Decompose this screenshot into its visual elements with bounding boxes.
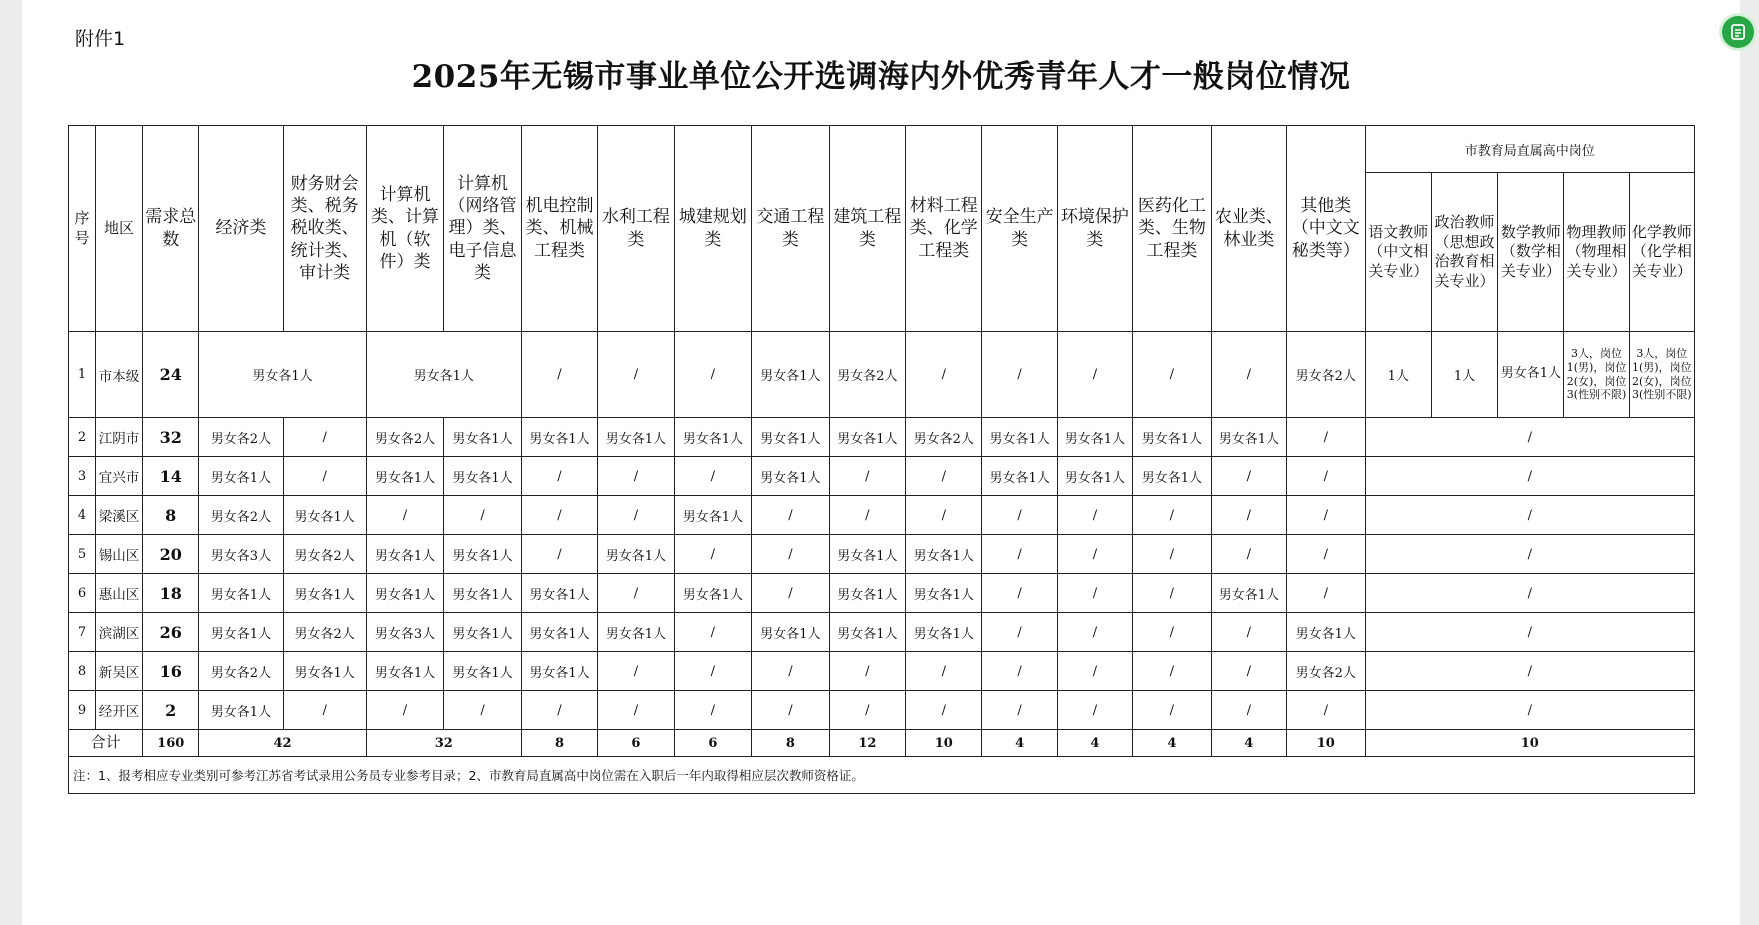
table-cell: 男女各1人 — [283, 574, 366, 613]
table-cell: / — [444, 496, 522, 535]
cell-edu: / — [1365, 652, 1694, 691]
table-cell: 男女各1人 — [674, 418, 752, 457]
table-cell: / — [829, 652, 905, 691]
totals-agriculture: 4 — [1211, 730, 1286, 757]
table-cell: 男女各1人 — [752, 418, 830, 457]
table-cell: / — [1133, 652, 1212, 691]
table-cell: / — [674, 613, 752, 652]
table-cell: / — [1133, 496, 1212, 535]
header-politics: 政治教师（思想政治教育相关专业） — [1431, 173, 1497, 332]
table-cell: / — [674, 652, 752, 691]
table-cell: / — [906, 457, 982, 496]
header-water: 水利工程类 — [598, 126, 674, 332]
table-cell: / — [521, 691, 597, 730]
table-cell: / — [1057, 496, 1132, 535]
table-cell: 男女各2人 — [283, 535, 366, 574]
row-region: 市本级 — [95, 332, 142, 418]
table-row — [69, 652, 1695, 691]
table-cell: 男女各1人 — [199, 613, 283, 652]
header-traffic: 交通工程类 — [752, 126, 830, 332]
table-cell: 男女各1人 — [1133, 457, 1212, 496]
totals-building: 12 — [829, 730, 905, 757]
table-cell: 男女各1人 — [444, 418, 522, 457]
cell-other: 男女各2人 — [1286, 332, 1365, 418]
table-cell: / — [829, 496, 905, 535]
table-cell: 男女各1人 — [521, 574, 597, 613]
table-cell: 男女各1人 — [1211, 418, 1286, 457]
table-cell: / — [521, 535, 597, 574]
table-cell: / — [674, 691, 752, 730]
table-cell: / — [1286, 496, 1365, 535]
row-index: 1 — [69, 332, 96, 418]
header-computer-net: 计算机（网络管理）类、电子信息类 — [444, 126, 522, 332]
table-cell: / — [1286, 574, 1365, 613]
header-index: 序号 — [69, 126, 96, 332]
header-other: 其他类（中文文秘类等） — [1286, 126, 1365, 332]
cell-edu: / — [1365, 574, 1694, 613]
table-cell: / — [283, 691, 366, 730]
table-cell: / — [906, 691, 982, 730]
table-cell: 男女各1人 — [1057, 418, 1132, 457]
cell-traffic: 男女各1人 — [752, 332, 830, 418]
totals-urban: 6 — [674, 730, 752, 757]
table-cell: / — [982, 496, 1057, 535]
row-total: 26 — [143, 613, 199, 652]
table-cell: / — [283, 418, 366, 457]
attachment-label: 附件1 — [75, 28, 126, 50]
table-cell: / — [1133, 574, 1212, 613]
table-row — [69, 535, 1695, 574]
table-cell: 男女各1人 — [444, 457, 522, 496]
table-cell: / — [598, 496, 674, 535]
table-cell: / — [906, 496, 982, 535]
header-finance: 财务财会类、税务税收类、统计类、审计类 — [283, 126, 366, 332]
cell-econ-finance: 男女各1人 — [199, 332, 366, 418]
header-building: 建筑工程类 — [829, 126, 905, 332]
table-cell: / — [674, 535, 752, 574]
header-edu-group: 市教育局直属高中岗位 — [1365, 126, 1694, 173]
table-cell: 男女各1人 — [1211, 574, 1286, 613]
table-cell: 男女各1人 — [906, 574, 982, 613]
positions-table — [68, 125, 1695, 794]
row-total: 16 — [143, 652, 199, 691]
cell-material: / — [906, 332, 982, 418]
table-cell: / — [283, 457, 366, 496]
cell-physics: 3人，岗位1(男)，岗位2(女)，岗位3(性别不限) — [1564, 332, 1629, 418]
row-region: 惠山区 — [95, 574, 142, 613]
table-cell: / — [1286, 457, 1365, 496]
row-total: 24 — [143, 332, 199, 418]
cell-math: 男女各1人 — [1498, 332, 1564, 418]
header-agriculture: 农业类、林业类 — [1211, 126, 1286, 332]
table-cell: 男女各1人 — [1133, 418, 1212, 457]
table-cell: 男女各1人 — [906, 535, 982, 574]
row-index: 6 — [69, 574, 96, 613]
totals-other: 10 — [1286, 730, 1365, 757]
table-row — [69, 691, 1695, 730]
table-cell: 男女各1人 — [444, 652, 522, 691]
table-cell: / — [752, 574, 830, 613]
page-title: 2025年无锡市事业单位公开选调海内外优秀青年人才一般岗位情况 — [411, 59, 1351, 95]
row-index: 7 — [69, 613, 96, 652]
cell-edu: / — [1365, 418, 1694, 457]
table-cell: 男女各1人 — [829, 613, 905, 652]
note-row — [69, 757, 1695, 794]
cell-environment: / — [1057, 332, 1132, 418]
table-cell: 男女各1人 — [674, 496, 752, 535]
table-cell: 男女各1人 — [982, 457, 1057, 496]
table-cell: 男女各1人 — [1057, 457, 1132, 496]
table-cell: 男女各1人 — [283, 496, 366, 535]
row-index: 9 — [69, 691, 96, 730]
table-cell: / — [982, 574, 1057, 613]
header-mech: 机电控制类、机械工程类 — [521, 126, 597, 332]
table-cell: 男女各2人 — [366, 418, 444, 457]
header-environment: 环境保护类 — [1057, 126, 1132, 332]
table-cell: 男女各1人 — [366, 535, 444, 574]
cell-edu: / — [1365, 535, 1694, 574]
header-chemistry: 化学教师（化学相关专业） — [1629, 173, 1694, 332]
header-physics: 物理教师（物理相关专业） — [1564, 173, 1629, 332]
table-cell: / — [982, 691, 1057, 730]
row-total: 8 — [143, 496, 199, 535]
header-urban: 城建规划类 — [674, 126, 752, 332]
table-cell: 男女各1人 — [982, 418, 1057, 457]
table-cell: 男女各1人 — [829, 574, 905, 613]
table-cell: / — [1211, 535, 1286, 574]
table-cell: 男女各1人 — [674, 574, 752, 613]
cell-safety: / — [982, 332, 1057, 418]
table-cell: / — [1211, 496, 1286, 535]
table-cell: / — [598, 691, 674, 730]
header-material: 材料工程类、化学工程类 — [906, 126, 982, 332]
table-row — [69, 574, 1695, 613]
cell-chemistry: 3人，岗位1(男)，岗位2(女)，岗位3(性别不限) — [1629, 332, 1694, 418]
table-cell: / — [1133, 613, 1212, 652]
totals-total: 160 — [143, 730, 199, 757]
table-row — [69, 496, 1695, 535]
row-region: 新吴区 — [95, 652, 142, 691]
header-total: 需求总数 — [143, 126, 199, 332]
header-safety: 安全生产类 — [982, 126, 1057, 332]
table-cell: 男女各1人 — [444, 574, 522, 613]
table-cell: / — [521, 457, 597, 496]
table-cell: / — [982, 535, 1057, 574]
totals-row — [69, 730, 1695, 757]
table-cell: / — [674, 457, 752, 496]
table-cell: 男女各1人 — [366, 652, 444, 691]
row-total: 14 — [143, 457, 199, 496]
cell-agriculture: / — [1211, 332, 1286, 418]
table-cell: 男女各1人 — [829, 418, 905, 457]
table-cell: / — [1286, 535, 1365, 574]
table-row — [69, 332, 1695, 418]
row-index: 5 — [69, 535, 96, 574]
cell-computer: 男女各1人 — [366, 332, 521, 418]
cell-edu: / — [1365, 457, 1694, 496]
table-cell: / — [1286, 418, 1365, 457]
table-cell: / — [1057, 652, 1132, 691]
header-math: 数学教师（数学相关专业） — [1498, 173, 1564, 332]
table-cell: 男女各1人 — [906, 613, 982, 652]
table-cell: 男女各1人 — [444, 535, 522, 574]
table-cell: / — [1133, 691, 1212, 730]
cell-politics: 1人 — [1431, 332, 1497, 418]
table-cell: 男女各2人 — [1286, 652, 1365, 691]
row-total: 18 — [143, 574, 199, 613]
row-index: 8 — [69, 652, 96, 691]
totals-computer: 32 — [366, 730, 521, 757]
row-region: 宜兴市 — [95, 457, 142, 496]
table-cell: 男女各1人 — [199, 457, 283, 496]
table-cell: 男女各2人 — [906, 418, 982, 457]
table-cell: 男女各3人 — [366, 613, 444, 652]
row-region: 梁溪区 — [95, 496, 142, 535]
table-cell: / — [598, 652, 674, 691]
table-cell: 男女各1人 — [283, 652, 366, 691]
cell-edu: / — [1365, 613, 1694, 652]
cell-building: 男女各2人 — [829, 332, 905, 418]
document-glyph-icon — [1729, 23, 1747, 41]
table-cell: / — [752, 496, 830, 535]
table-cell: 男女各2人 — [283, 613, 366, 652]
table-cell: 男女各1人 — [199, 574, 283, 613]
table-cell: / — [982, 652, 1057, 691]
table-cell: / — [1211, 691, 1286, 730]
table-cell: / — [1286, 691, 1365, 730]
table-cell: 男女各1人 — [521, 418, 597, 457]
table-cell: 男女各1人 — [521, 652, 597, 691]
row-region: 滨湖区 — [95, 613, 142, 652]
row-index: 3 — [69, 457, 96, 496]
table-row — [69, 457, 1695, 496]
totals-environment: 4 — [1057, 730, 1132, 757]
table-cell: / — [521, 496, 597, 535]
table-cell: 男女各2人 — [199, 496, 283, 535]
table-cell: 男女各2人 — [199, 652, 283, 691]
cell-urban: / — [674, 332, 752, 418]
table-cell: 男女各1人 — [1286, 613, 1365, 652]
cell-edu: / — [1365, 691, 1694, 730]
table-cell: 男女各1人 — [598, 418, 674, 457]
cell-edu: / — [1365, 496, 1694, 535]
table-cell: / — [829, 457, 905, 496]
header-computer-sw: 计算机类、计算机（软件）类 — [366, 126, 444, 332]
totals-medical: 4 — [1133, 730, 1212, 757]
table-cell: 男女各1人 — [444, 613, 522, 652]
table-cell: / — [366, 496, 444, 535]
table-cell: / — [752, 535, 830, 574]
cell-mech: / — [521, 332, 597, 418]
cell-water: / — [598, 332, 674, 418]
header-econ: 经济类 — [199, 126, 283, 332]
table-row — [69, 418, 1695, 457]
table-cell: 男女各1人 — [366, 574, 444, 613]
table-cell: / — [1057, 535, 1132, 574]
row-index: 4 — [69, 496, 96, 535]
table-row — [69, 613, 1695, 652]
table-cell: 男女各1人 — [199, 691, 283, 730]
footnote: 注：1、报考相应专业类别可参考江苏省考试录用公务员专业参考目录；2、市教育局直属高中岗位需在入职后一年内取得相应层次教师资格证。 — [69, 757, 1695, 794]
table-cell: / — [752, 652, 830, 691]
row-index: 2 — [69, 418, 96, 457]
table-cell: / — [1211, 652, 1286, 691]
totals-econ-finance: 42 — [199, 730, 366, 757]
cell-medical: / — [1133, 332, 1212, 418]
totals-material: 10 — [906, 730, 982, 757]
document-page — [22, 0, 1740, 925]
table-cell: / — [1133, 535, 1212, 574]
header-medical: 医药化工类、生物工程类 — [1133, 126, 1212, 332]
table-cell: 男女各1人 — [829, 535, 905, 574]
totals-traffic: 8 — [752, 730, 830, 757]
table-cell: 男女各1人 — [598, 613, 674, 652]
table-cell: / — [444, 691, 522, 730]
table-cell: 男女各1人 — [598, 535, 674, 574]
table-cell: / — [1211, 613, 1286, 652]
table-cell: 男女各1人 — [366, 457, 444, 496]
totals-edu: 10 — [1365, 730, 1694, 757]
row-total: 2 — [143, 691, 199, 730]
table-cell: 男女各3人 — [199, 535, 283, 574]
table-cell: / — [598, 574, 674, 613]
green-app-icon[interactable] — [1722, 16, 1754, 48]
table-cell: / — [906, 652, 982, 691]
totals-safety: 4 — [982, 730, 1057, 757]
table-cell: / — [1211, 457, 1286, 496]
table-cell: / — [1057, 574, 1132, 613]
row-region: 经开区 — [95, 691, 142, 730]
table-cell: 男女各2人 — [199, 418, 283, 457]
table-cell: 男女各1人 — [521, 613, 597, 652]
row-region: 江阴市 — [95, 418, 142, 457]
table-cell: / — [829, 691, 905, 730]
table-cell: / — [1057, 613, 1132, 652]
table-cell: / — [366, 691, 444, 730]
table-cell: 男女各1人 — [752, 457, 830, 496]
cell-chinese: 1人 — [1365, 332, 1431, 418]
table-cell: / — [982, 613, 1057, 652]
header-region: 地区 — [95, 126, 142, 332]
totals-mech: 8 — [521, 730, 597, 757]
totals-water: 6 — [598, 730, 674, 757]
table-cell: / — [752, 691, 830, 730]
row-total: 20 — [143, 535, 199, 574]
table-cell: / — [598, 457, 674, 496]
totals-label: 合计 — [69, 730, 143, 757]
row-region: 锡山区 — [95, 535, 142, 574]
table-cell: 男女各1人 — [752, 613, 830, 652]
table-cell: / — [1057, 691, 1132, 730]
row-total: 32 — [143, 418, 199, 457]
header-chinese: 语文教师（中文相关专业） — [1365, 173, 1431, 332]
